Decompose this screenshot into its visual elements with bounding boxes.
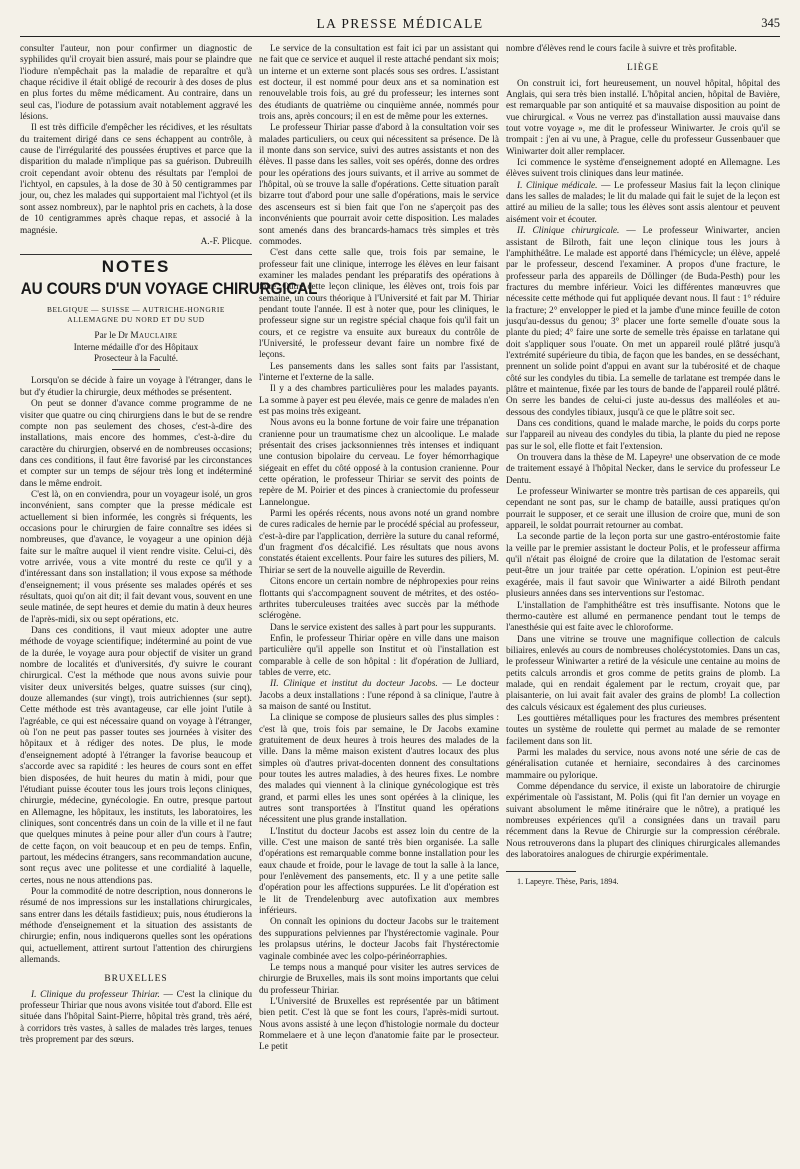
divider xyxy=(112,369,160,370)
paragraph: Ici commence le système d'enseignement adopté en Allemagne. Les élèves suivent trois cliniques dans leur matinée. xyxy=(506,158,780,180)
paragraph xyxy=(20,990,252,1047)
paragraph: La clinique se compose de plusieurs salles des plus simples : c'est là que, trois fois par semaine, le Dr Jacobs examine gratuitement de deux heures à trois heures des malades de la ville. Dans la même maison existent d'autres locaux des plus simples où d'autres privat-docenten donnent des consultations pour toutes les autres maladies, à des heures fixes. Le nombre des malades qui viennent à la clinique gynécologique est très grand, et parmi elles les unes sont opérées à la clinique, les autres sont transportées à l'Institut quand les opérations nécessitent une plus grande installation. xyxy=(259,713,499,826)
paragraph: On peut se donner d'avance comme programme de ne visiter que quatre ou cinq chirurgiens dans le but de se rendre compte non pas seulement des choses, c'est-à-dire des installations, mais encore des hommes, c'est-à-dire du caractère du chirurgien, observé en de nombreuses occasions; dans ces conditions, il faut être favorisé par les circonstances et compter sur un temps de séjour très long et indéterminé dans le même endroit. xyxy=(20,399,252,489)
byline xyxy=(20,331,252,342)
paragraph-lead: I. Clinique du professeur Thiriar. xyxy=(31,989,160,1000)
paragraph: consulter l'auteur, non pour confirmer un diagnostic de syphilides qu'il croyait bien assuré, mais pour se plaindre que l'iodure n'empêchait pas la maladie de reparaître et qu'à chaque récidive il était obligé de recourir à des doses de plus en plus fortes du même médicament. Au contraire, dans un seul cas, l'iodure de potassium avait notablement aggravé les lésions. xyxy=(20,44,252,123)
paragraph: On trouvera dans la thèse de M. Lapeyre¹ une observation de ce mode de traitement essayé à l'hôpital Necker, dans le service du professeur Le Dentu. xyxy=(506,453,780,486)
column-3 xyxy=(506,44,780,1156)
paragraph: Parmi les opérés récents, nous avons noté un grand nombre de cures radicales de hernie par le procédé spécial au professeur, c'est-à-dire par l'application, derrière la suture du canal reformé, d'un fragment d'os décalcifié. Les résultats que nous avons constatés étaient excellents. Pour faire les sutures des piliers, M. Thiriar se sert de la nouvelle aiguille de Reverdin. xyxy=(259,509,499,576)
journal-title: LA PRESSE MÉDICALE xyxy=(316,16,484,31)
countries-line: ALLEMAGNE DU NORD ET DU SUD xyxy=(67,314,205,324)
paragraph: L'Université de Bruxelles est représentée par un bâtiment bien petit. C'est là que se font les cours, l'après-midi surtout. Nous avons assisté à une leçon d'histologie normale du docteur Rommelaere et à une leçon d'anatomie faite par le prosecteur. Le petit xyxy=(259,996,499,1053)
section-heading: BRUXELLES xyxy=(104,974,168,985)
paragraph: On connaît les opinions du docteur Jacobs sur le traitement des suppurations pelviennes par l'hystérectomie vaginale. Pour les prolapsus utérins, le docteur Jacobs fait l'hystérectomie vaginale combinée avec les colpo-périnéorraphies. xyxy=(259,917,499,962)
paragraph: Le professeur Thiriar passe d'abord à la consultation voir ses malades particuliers, ou ceux qui nécessitent sa présence. De là il monte dans son service, suivi des autres assistants et non des élèves. Il passe dans les salles, voit ses opérés, donne des ordres pour les opérations des jours suivants, et il arrive au sommet de l'hôpital, où se trouve la salle d'opérations. Cette situation paraît bizarre tout d'abord pour une salle d'opérations, mais le service des ascenseurs est si bien fait que l'on ne s'aperçoit pas des inconvénients que pourrait avoir cette disposition. Les malades sont amenés dans des brancards-hamacs très simples et très commodes. xyxy=(259,123,499,247)
paragraph: Lorsqu'on se décide à faire un voyage à l'étranger, dans le but d'y étudier la chirurgie, deux méthodes se présentent. xyxy=(20,376,252,398)
paragraph-text: — C'est la clinique du professeur Thiriar que nous avons visitée tout d'abord. Elle est située dans l'hôpital Saint-Pierre, hôpital très grand, très aéré, à corridors très vastes, à salles de malades très larges, tenues très proprement par des sœurs. xyxy=(20,989,253,1046)
paragraph: Les gouttières métalliques pour les fractures des membres présentent toutes un système de roulette qui permet au malade de se remonter facilement dans son lit. xyxy=(506,713,780,747)
paragraph-lead: II. Clinique chirurgicale. xyxy=(517,226,620,237)
paragraph: C'est là, on en conviendra, pour un voyageur isolé, un gros inconvénient, sans compter que la presse médicale est actuellement si bien informée, les congrès si fréquents, les occasions pour le chirurgien de faire connaître ses idées si nombreuses, que d'avance, le voyageur a une opinion déjà faite sur le maître auquel il vient rendre visite. Celui-ci, dès votre arrivée, vous a vite montré du reste ce qu'il y a d'intéressant dans son installation; il vous expose sa méthode d'enseignement; il vous présente ses malades opérés et ses résultats, quoi qu'on ait dit; il fait devant vous, souvent en une seule matinée, de sept heures et demie du matin à deux heures de l'après-midi, six ou sept opérations, etc. xyxy=(20,489,252,625)
affiliation: Interne médaille d'or des Hôpitaux xyxy=(73,341,199,352)
paragraph: Les pansements dans les salles sont faits par l'assistant, l'interne et l'externe de la salle. xyxy=(259,361,499,383)
page-number: 345 xyxy=(761,16,780,30)
paragraph: La seconde partie de la leçon porta sur une gastro-entérostomie faite la veille par le premier assistant le docteur Polis, et le professeur affirma qu'il n'était pas éloigné de croire que la dilatation de l'estomac serait peut-être un jour traitée par cette opération. L'opinion est peut-être exagérée, mais il faut savoir que Winiwarter a aidé Bilroth pendant plusieurs années dans ses interventions sur l'estomac. xyxy=(506,532,780,600)
paragraph: Pour la commodité de notre description, nous donnerons le résumé de nos impressions sur les installations chirurgicales, sans entrer dans les détails fastidieux; puis, nous étudierons la méthode d'enseignement et la situation des assistants de chirurgie; enfin, nous indiquerons quelles sont les opérations qui, actuellement, attirent surtout l'attention des chirurgiens allemands. xyxy=(20,886,252,965)
countries-line: BELGIQUE — SUISSE — AUTRICHE-HONGRIE xyxy=(46,304,226,314)
paragraph: Enfin, le professeur Thiriar opère en ville dans une maison particulière qu'il appelle son Institut et où l'installation est comparable à celle de son hôpital : lit d'opération de Julliard, tables de verre, etc. xyxy=(259,633,499,678)
paragraph: nombre d'élèves rend le cours facile à suivre et très profitable. xyxy=(506,44,737,54)
paragraph: L'installation de l'amphithéâtre est très insuffisante. Notons que le thermo-cautère est allumé en permanence pendant tout le temps de l'anesthésie qui est faite avec le chloroforme. xyxy=(506,600,780,634)
paragraph: Le temps nous a manqué pour visiter les autres services de chirurgie de Bruxelles, mais ils sont moins importants que celui du professeur Thiriar. xyxy=(259,962,499,996)
footnote-divider xyxy=(506,871,576,872)
paragraph: C'est dans cette salle que, trois fois par semaine, le professeur fait une clinique, interroge les élèves en leur faisant examiner les malades pendant les préparatifs des opérations à faire. Outre cette leçon clinique, les élèves ont, trois fois par semaine, un cours théorique à l'Université et fait par M. Thiriar pendant toute l'année. Il est à noter que, pour les cliniques, le professeur signe sur un registre spécial chaque fois qu'il fait un cours, et ce registre va ensuite aux bureaux du contrôle de l'Université, le professeur devant faire un nombre fixé de leçons. xyxy=(259,248,499,361)
paragraph xyxy=(506,181,780,226)
paragraph-text: — Le docteur Jacobs a deux installations : l'une répond à sa clinique, l'autre à sa maison de santé ou Institut. xyxy=(259,679,500,712)
paragraph: Dans ces conditions, il vaut mieux adopter une autre méthode de voyage scientifique; indéterminé au point de vue de la durée, le voyage aura pour objectif de visiter un grand nombre de localités et d'universités, d'y suivre le courant chirurgical. C'est la méthode que nous avons suivie pour visiter deux universités belges, quatre suisses (sur cinq), douze allemandes (sur vingt), trois autrichiennes (sur sept). Cette méthode est très avantageuse, car elle joint l'utile à l'agréable, ce qui est nécessaire quand on voyage à l'étranger, où l'on ne peut pas passer toutes ses journées à visiter des hôpitaux et à rédiger des notes. De plus, le mode d'enseignement adopté à l'étranger la favorise beaucoup et s'accorde avec sa rapidité : les heures de cours sont en effet bien disposées, de huit heures du matin à midi, pour que l'étudiant puisse écouter tous les jours trois leçons cliniques, chirurgie, médecine, gynécologie. En outre, presque partout en Allemagne, les hôpitaux, les instituts, les laboratoires, les cliniques, sont concentrés dans un coin de la ville et il ne faut que quelques minutes à peine pour aller d'un cours à l'autre; de cette façon, on voit beaucoup et en peu de temps. Enfin, partout, les médecins étrangers, sans recommandation aucune, sont reçus avec une politesse et une cordialité à laquelle, certes, nous ne nous attendions pas. xyxy=(20,626,252,886)
column-1 xyxy=(20,44,318,1156)
paragraph-lead: II. Clinique et institut du docteur Jacobs. xyxy=(270,679,438,690)
signature: A.-F. Plicque. xyxy=(200,236,252,247)
paragraph: Parmi les malades du service, nous avons noté une série de cas de généralisation cutanée et herniaire, secondaires à des carcinomes mammaire ou pylorique. xyxy=(506,747,780,781)
paragraph: On construit ici, fort heureusement, un nouvel hôpital, hôpital des Anglais, qui sera très bien installé. L'hôpital ancien, hôpital de Bavière, est remarquable par son antiquité et sa mauvaise disposition au point de vue chirurgical. « Vous ne verrez pas d'installation aussi mauvaise dans tout votre voyage », me dit le professeur Winiwarter. Je crois qu'il se trompait : j'en ai vu une, à Prague, celle du professeur Gussenbauer que Winiwarter doit aller remplacer. xyxy=(506,78,780,157)
footnote: 1. Lapeyre. Thèse, Paris, 1894. xyxy=(517,877,619,887)
paragraph: L'Institut du docteur Jacobs est assez loin du centre de la ville. C'est une maison de santé très bien organisée. La salle d'opérations est remarquable comme bonne installation pour les eaux chaude et froide, pour le lavage de tout la salle à la lance, pour l'enlèvement des pansements, etc. Il y a une petite salle d'opération pour les affections suppurées. Le lit d'opération est le lit de Trendelenburg avec autofixation aux membres inférieurs. xyxy=(259,826,499,917)
paragraph-text: — Le professeur Masius fait la leçon clinique dans les salles de malades; le lit du malade qui fait le sujet de la leçon est attiré au milieu de la salle; tous les élèves sont assis alentour et peuvent aisément voir et écouter. xyxy=(506,180,780,225)
paragraph: Dans ces conditions, quand le malade marche, le poids du corps porte sur l'appareil au niveau des condyles du tibia, la plante du pied ne repose pas sur le sol, elle flotte et fait l'extension. xyxy=(506,419,780,452)
paragraph: Il y a des chambres particulières pour les malades payants. La somme à payer est peu élevée, mais ce genre de malades n'en est pas moins très exigeant. xyxy=(259,384,499,417)
article-heading: NOTES xyxy=(101,257,171,277)
paragraph: Le service de la consultation est fait ici par un assistant qui ne fait que ce service et auquel il reste attaché pendant six mois; un interne et un externe sont placés sous ses ordres. L'assistant est docteur, il est nommé pour deux ans et sa nomination est renouvelable trois fois, au gré du professeur; les internes sont des étudiants de quatrième ou cinquième année, nommés pour trois ans, après concours; il en est de même pour les externes. xyxy=(259,44,499,123)
paragraph: Dans une vitrine se trouve une magnifique collection de calculs biliaires, enlevés au cours de nombreuses cholécystotomies. Dans un cas, le professeur Winiwarter a retiré de la vésicule une centaine au moins de petits calculs arrondis et gros comme de petits grains de plomb. La malade, qui en rendait également par le rectum, croyait que, par plaisanterie, on lui avait fait avaler des grains de plomb! La collection des calculs vésicaux est également des plus curieuses. xyxy=(506,634,780,713)
byline-prefix: Par le Dr xyxy=(94,330,128,341)
paragraph: Citons encore un certain nombre de néphropexies pour reins flottants qui s'accompagnent souvent de métrites, et des ostéo-arthrites tuberculeuses traitées avec succès par la méthode sclérogène. xyxy=(259,577,499,622)
paragraph: Comme dépendance du service, il existe un laboratoire de chirurgie expérimentale où l'assistant, M. Polis (qui fit l'an dernier un voyage en suivant absolument le même itinéraire que le nôtre), a pratiqué les nombreuses expériences qu'il a consignées dans un travail paru récemment dans la Revue de Chirurgie sur la compression cérébrale. Nous retrouverons dans la plupart des cliniques chirurgicales allemandes des laboratoires analogues de chirurgie expérimentale. xyxy=(506,782,780,861)
running-header xyxy=(20,14,780,37)
paragraph: Il est très difficile d'empêcher les récidives, et les résultats du traitement dirigé dans ce sens échappent au contrôle, à cause de l'irrégularité des poussées éruptives et parce que la disparition du malade n'implique pas sa guérison. Dubreuilh croit cependant avoir obtenu des résultats par l'emploi de l'ichtyol, en capsules, à la dose de 30 à 50 centigrammes par jour, ou, chez les malades qui supportaient mal l'ichtyol (et ils sont assez nombreux), par le naphtol pris en cachets, à la dose de 10 centigrammes après chaque repas, et associé à la magnésie. xyxy=(20,123,252,236)
divider xyxy=(20,254,252,255)
column-2 xyxy=(259,44,499,1156)
paragraph xyxy=(506,226,780,419)
article-title: AU COURS D'UN VOYAGE CHIRURGICAL xyxy=(20,278,318,298)
author-name: Mauclaire xyxy=(130,330,178,341)
paragraph: Nous avons eu la bonne fortune de voir faire une trépanation cranienne pour un traumatisme chez un alcoolique. Le malade présentait des crises jacksonniennes très intenses et indiquant une contusion bipolaire du cerveau. Le foyer hémorrhagique siégeait en effet du côté opposé à la contusion cranienne. Pour cette opération, le professeur Thiriar se servit des points de repère de M. Poirier et des pinces à craniectomie du professeur Lannelongue. xyxy=(259,418,499,508)
paragraph-lead: I. Clinique médicale. xyxy=(517,180,598,191)
section-heading: LIÈGE xyxy=(626,63,660,74)
paragraph: Le professeur Winiwarter se montre très partisan de ces appareils, qui cependant ne sont pas, sur le champ de bataille, aussi pratiques qu'on pourrait le supposer, et ce serait une illusion de croire que, muni de son appareil, le soldat pourrait retourner au combat. xyxy=(506,487,780,532)
paragraph-text: — Le professeur Winiwarter, ancien assistant de Bilroth, fait une leçon clinique tous les jours à l'amphithéâtre. Le malade est apporté dans l'hémicycle; un élève, appelé par le professeur, descend l'examiner. A propos d'une fracture, le professeur parla des appareils de Döllinger (de Buda-Pesth) pour les fractures du membre inférieur. Voici les différentes manœuvres que nécessite cette méthode qui fut appliquée devant nous. Il faut : 1° réduire la fracture; 2° envelopper le pied et la jambe d'une mince feuille de coton jusqu'au-dessus du genou; 3° placer une forte semelle d'ouate sous la plante du pied; 4° faire une sorte de semelle très épaisse en tarlatane qui doit s'appliquer sous l'ouate. On met un appareil roulé plâtré jusqu'à l'extrémité supérieure du tibia, de façon que les bandes, en se desséchant, prennent un solide point d'appui en avant sur la tubérosité et de chaque côté sur les condyles du tibia. La semelle de tarlatane est trempée dans le plâtre et maintenue, fixée par les tours de bande de l'appareil roulé plâtré. On serre les bandes de celui-ci juste au-dessus des malléoles et au-dessous des condyles tibiaux, jusqu'à ce que le plâtre soit sec. xyxy=(506,226,780,418)
paragraph xyxy=(259,679,499,713)
affiliation: Prosecteur à la Faculté. xyxy=(94,352,178,363)
paragraph: Dans le service existent des salles à part pour les suppurants. xyxy=(270,622,496,633)
